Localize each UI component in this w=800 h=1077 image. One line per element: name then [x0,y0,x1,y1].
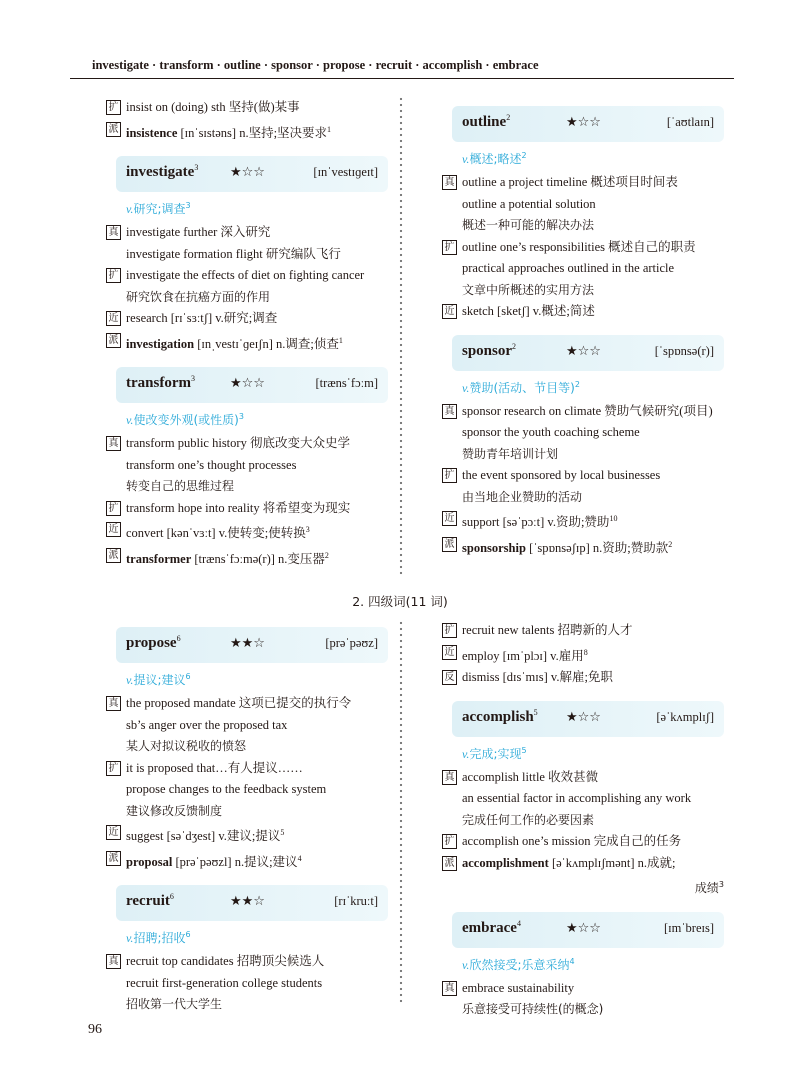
headword: accomplish$^5$ [462,707,538,725]
entry-line: outline a potential solution [462,196,596,211]
entry-row [442,301,724,323]
headword-frequency: 3 [190,374,195,384]
entry-line: 由当地企业赞助的活动 [462,489,583,504]
word-card-investigate [116,156,388,192]
entry-row [442,465,724,508]
label-tag-近: 近 [442,645,457,660]
entry-row [106,265,388,308]
entry-line: recruit top candidates 招聘顶尖候选人 [126,954,325,969]
header-rule [70,78,734,79]
label-tag-真: 真 [106,436,121,451]
entry-row [442,172,724,237]
word-card-sponsor [452,335,724,371]
entry-row [442,853,724,900]
column-separator-bottom [398,620,404,1005]
entry-line: accomplishment [əˈkʌmplɪʃmənt] n.成就; [462,855,676,870]
sense-line: v.使改变外观(或性质)$^3$ [126,412,244,428]
label-tag-真: 真 [106,225,121,240]
entry-row [106,519,388,545]
entry-line: insistence [ɪnˈsɪstəns] n.坚持;坚决要求$^1$ [126,124,332,140]
label-tag-派: 派 [442,856,457,871]
label-tag-近: 近 [442,511,457,526]
entry-row [106,119,388,145]
entry-line: it is proposed that…有人提议…… [126,760,303,775]
headword-frequency: 5 [533,707,538,717]
label-tag-扩: 扩 [106,100,121,115]
phonetic: [ɪnˈvestɪɡeɪt] [313,165,378,180]
entry-row [442,767,724,832]
sense-frequency: 3 [238,412,244,422]
entry-line: 建议修改反馈制度 [126,803,223,818]
sense-frequency: 2 [521,151,527,160]
entry-line: transform public history 彻底改变大众史学 [126,436,350,451]
headword: outline$^2$ [462,113,511,130]
entry-line: investigate further 深入研究 [126,225,271,240]
label-tag-近: 近 [106,825,121,840]
sense-line: v.提议;建议$^6$ [126,672,191,687]
entry-row [442,831,724,853]
frequency-sup: 3 [305,525,310,535]
phonetic: [ˈaʊtlaɪn] [666,115,714,129]
rating-stars: ★★☆ [230,894,265,910]
entry-row [106,848,388,874]
headword: embrace$^4$ [462,918,521,936]
rating-stars: ★☆☆ [230,376,265,392]
entry-line: sponsor research on climate 赞助气候研究(项目) [462,403,713,418]
part-of-speech: v. [462,957,470,972]
entry-line: the proposed mandate 这项已提交的执行令 [126,696,352,710]
rating-stars: ★☆☆ [566,115,601,130]
spacer [106,355,388,367]
spacer [442,323,724,335]
headword: investigate$^3$ [126,163,199,181]
derived-word: sponsorship [462,540,526,555]
frequency-sup: 1 [327,124,332,134]
word-card-accomplish [452,701,724,737]
label-tag-扩: 扩 [442,623,457,638]
headword-frequency: 3 [194,163,199,173]
entry-line-tail: 成绩$^3$ [694,880,724,896]
entry-line: accomplish one’s mission 完成自己的任务 [462,834,682,849]
word-card-outline [452,106,724,142]
derived-word: insistence [126,125,178,140]
entry-line: 完成任何工作的必要因素 [462,812,595,827]
entry-row [106,222,388,265]
label-tag-扩: 扩 [442,240,457,255]
entry-line: transformer [trænsˈfɔːmə(r)] n.变压器$^2$ [126,550,329,567]
entry-row [442,401,724,466]
sense-frequency: 4 [569,956,575,966]
entry-line: 文章中所概述的实用方法 [462,282,595,297]
frequency-sup: 10 [609,514,618,523]
entry-line: an essential factor in accomplishing any work [462,791,692,806]
entry-line: proposal [prəˈpəʊzl] n.提议;建议$^4$ [126,853,302,869]
phonetic: [trænsˈfɔːm] [315,376,378,391]
label-tag-派: 派 [442,537,457,552]
phonetic: [rɪˈkruːt] [334,894,378,909]
entry-line: practical approaches outlined in the article [462,261,675,275]
sense-line: v.赞助(活动、节目等)$^2$ [462,379,580,395]
sense-line: v.完成;实现$^5$ [462,745,527,761]
frequency-sup: 3 [718,880,724,890]
entry-row [442,642,724,668]
label-tag-真: 真 [106,696,121,711]
sense-line: v.招聘;招收$^6$ [126,930,191,946]
entry-line: recruit first-generation college students [126,975,323,990]
label-tag-真: 真 [106,954,121,969]
entry-row [106,330,388,356]
sense-line: v.概述;略述$^2$ [462,151,527,166]
entry-line: 乐意接受可持续性(的概念) [462,1002,604,1017]
entry-line: investigation [ɪnˌvestɪˈɡeɪʃn] n.调查;侦查$^1$ [126,335,343,351]
section-title: 2. 四级词(11 词) [352,594,448,609]
phonetic: [əˈkʌmplɪʃ] [656,709,714,724]
entry-row [106,758,388,823]
entry-line: sponsorship [ˈspɒnsəʃɪp] n.资助;赞助款$^2$ [462,539,673,555]
sense-line: v.欣然接受;乐意采纳$^4$ [462,956,575,972]
headword-frequency: 6 [176,634,181,643]
part-of-speech: v. [462,380,470,395]
rating-stars: ★☆☆ [230,165,265,181]
derived-word: transformer [126,552,192,567]
entry-line: transform one’s thought processes [126,457,297,472]
sense-frequency: 6 [185,672,191,681]
phonetic: [prəˈpəʊz] [325,636,378,650]
entry-line: 转变自己的思维过程 [126,479,235,494]
derived-word: proposal [126,854,173,869]
part-of-speech: v. [462,746,470,761]
phonetic: [ɪmˈbreɪs] [664,920,714,935]
label-tag-派: 派 [106,851,121,866]
word-card-propose [116,627,388,663]
word-card-embrace [452,912,724,948]
entry-line: 研究饮食在抗癌方面的作用 [126,289,271,304]
headword-frequency: 2 [506,113,511,122]
entry-line: 赞助青年培训计划 [462,446,559,461]
frequency-sup: 2 [324,550,329,560]
column-top-left [106,97,388,571]
label-tag-近: 近 [106,522,121,537]
sense-frequency: 2 [574,379,580,389]
column-bottom-right [442,620,724,1021]
part-of-speech: v. [462,152,470,166]
entry-row [106,308,388,330]
frequency-sup: 5 [280,828,285,837]
frequency-sup: 1 [338,335,343,345]
entry-line: accomplish little 收效甚微 [462,769,599,784]
entry-line: insist on (doing) sth 坚持(做)某事 [126,100,300,114]
label-tag-扩: 扩 [106,268,121,283]
derived-word: accomplishment [462,855,549,870]
rating-stars: ★★☆ [230,636,265,651]
label-tag-扩: 扩 [442,834,457,849]
entry-row [106,97,388,119]
label-tag-派: 派 [106,548,121,563]
entry-row [442,508,724,534]
label-tag-扩: 扩 [106,501,121,516]
entry-line: investigate the effects of diet on fighting cancer [126,268,365,283]
entry-line: recruit new talents 招聘新的人才 [462,623,633,637]
entry-line: sketch [sketʃ] v.概述;简述 [462,304,595,318]
entry-row [442,667,724,689]
label-tag-派: 派 [106,122,121,137]
part-of-speech: v. [126,931,134,946]
spacer [442,900,724,912]
entry-line: employ [ɪmˈplɔɪ] v.雇用$^8$ [462,647,588,663]
entry-line: 某人对拟议税收的愤怒 [126,739,247,753]
entry-row [106,498,388,520]
entry-line: embrace sustainability [462,980,575,995]
entry-row [442,534,724,560]
label-tag-扩: 扩 [106,761,121,776]
column-top-right [442,106,724,559]
entry-line: dismiss [dɪsˈmɪs] v.解雇;免职 [462,670,613,685]
spacer [106,873,388,885]
entry-line: sponsor the youth coaching scheme [462,425,640,439]
part-of-speech: v. [126,673,134,687]
spacer [442,689,724,701]
entry-line: 概述一种可能的解决办法 [462,218,595,232]
entry-line: outline one’s responsibilities 概述自己的职责 [462,239,696,254]
part-of-speech: v. [126,202,134,217]
page-number: 96 [88,1022,102,1037]
headword-frequency: 4 [516,918,521,928]
entry-line: 招收第一代大学生 [126,997,223,1012]
label-tag-反: 反 [442,670,457,685]
entry-row [442,620,724,642]
entry-row [106,822,388,848]
label-tag-真: 真 [442,404,457,419]
headword-frequency: 6 [169,892,174,902]
entry-line: investigate formation flight 研究编队飞行 [126,246,341,261]
word-card-transform [116,367,388,403]
entry-row [442,237,724,302]
part-of-speech: v. [126,413,134,428]
headword: sponsor$^2$ [462,341,517,359]
column-separator-top [398,96,404,576]
sense-frequency: 3 [185,201,191,211]
sense-frequency: 6 [185,930,191,940]
label-tag-真: 真 [442,770,457,785]
derived-word: investigation [126,336,195,351]
headword-frequency: 2 [512,341,517,351]
entry-row [106,433,388,498]
rating-stars: ★☆☆ [566,920,601,936]
headword: propose$^6$ [126,634,181,651]
entry-line: support [səˈpɔːt] v.资助;赞助$^{10}$ [462,514,618,530]
frequency-sup: 2 [668,539,673,549]
entry-row [442,978,724,1021]
headword: recruit$^6$ [126,892,174,910]
label-tag-派: 派 [106,333,121,348]
entry-row [106,545,388,571]
entry-line: research [rɪˈsɜːtʃ] v.研究;调查 [126,311,278,326]
running-header: investigate · transform · outline · sponsor · propose · recruit · accomplish · embrace [92,58,539,72]
entry-line: outline a project timeline 概述项目时间表 [462,175,678,189]
entry-line: convert [kənˈvɜːt] v.使转变;使转换$^3$ [126,525,310,541]
entry-line: suggest [səˈdʒest] v.建议;提议$^5$ [126,828,285,844]
entry-line: sb’s anger over the proposed tax [126,717,288,732]
label-tag-近: 近 [106,311,121,326]
rating-stars: ★☆☆ [566,709,601,725]
entry-row [106,693,388,758]
label-tag-真: 真 [442,981,457,996]
entry-line: transform hope into reality 将希望变为现实 [126,500,351,515]
frequency-sup: 8 [583,647,588,657]
entry-line: the event sponsored by local businesses [462,468,661,482]
word-card-recruit [116,885,388,921]
entry-line: propose changes to the feedback system [126,782,327,796]
entry-row [106,951,388,1016]
spacer [106,144,388,156]
sense-line: v.研究;调查$^3$ [126,201,191,217]
phonetic: [ˈspɒnsə(r)] [654,343,714,358]
column-bottom-left [106,627,388,1016]
frequency-sup: 4 [297,853,302,863]
label-tag-扩: 扩 [442,468,457,483]
label-tag-近: 近 [442,304,457,319]
headword: transform$^3$ [126,374,195,392]
rating-stars: ★☆☆ [566,343,601,359]
sense-frequency: 5 [521,745,527,755]
label-tag-真: 真 [442,175,457,190]
